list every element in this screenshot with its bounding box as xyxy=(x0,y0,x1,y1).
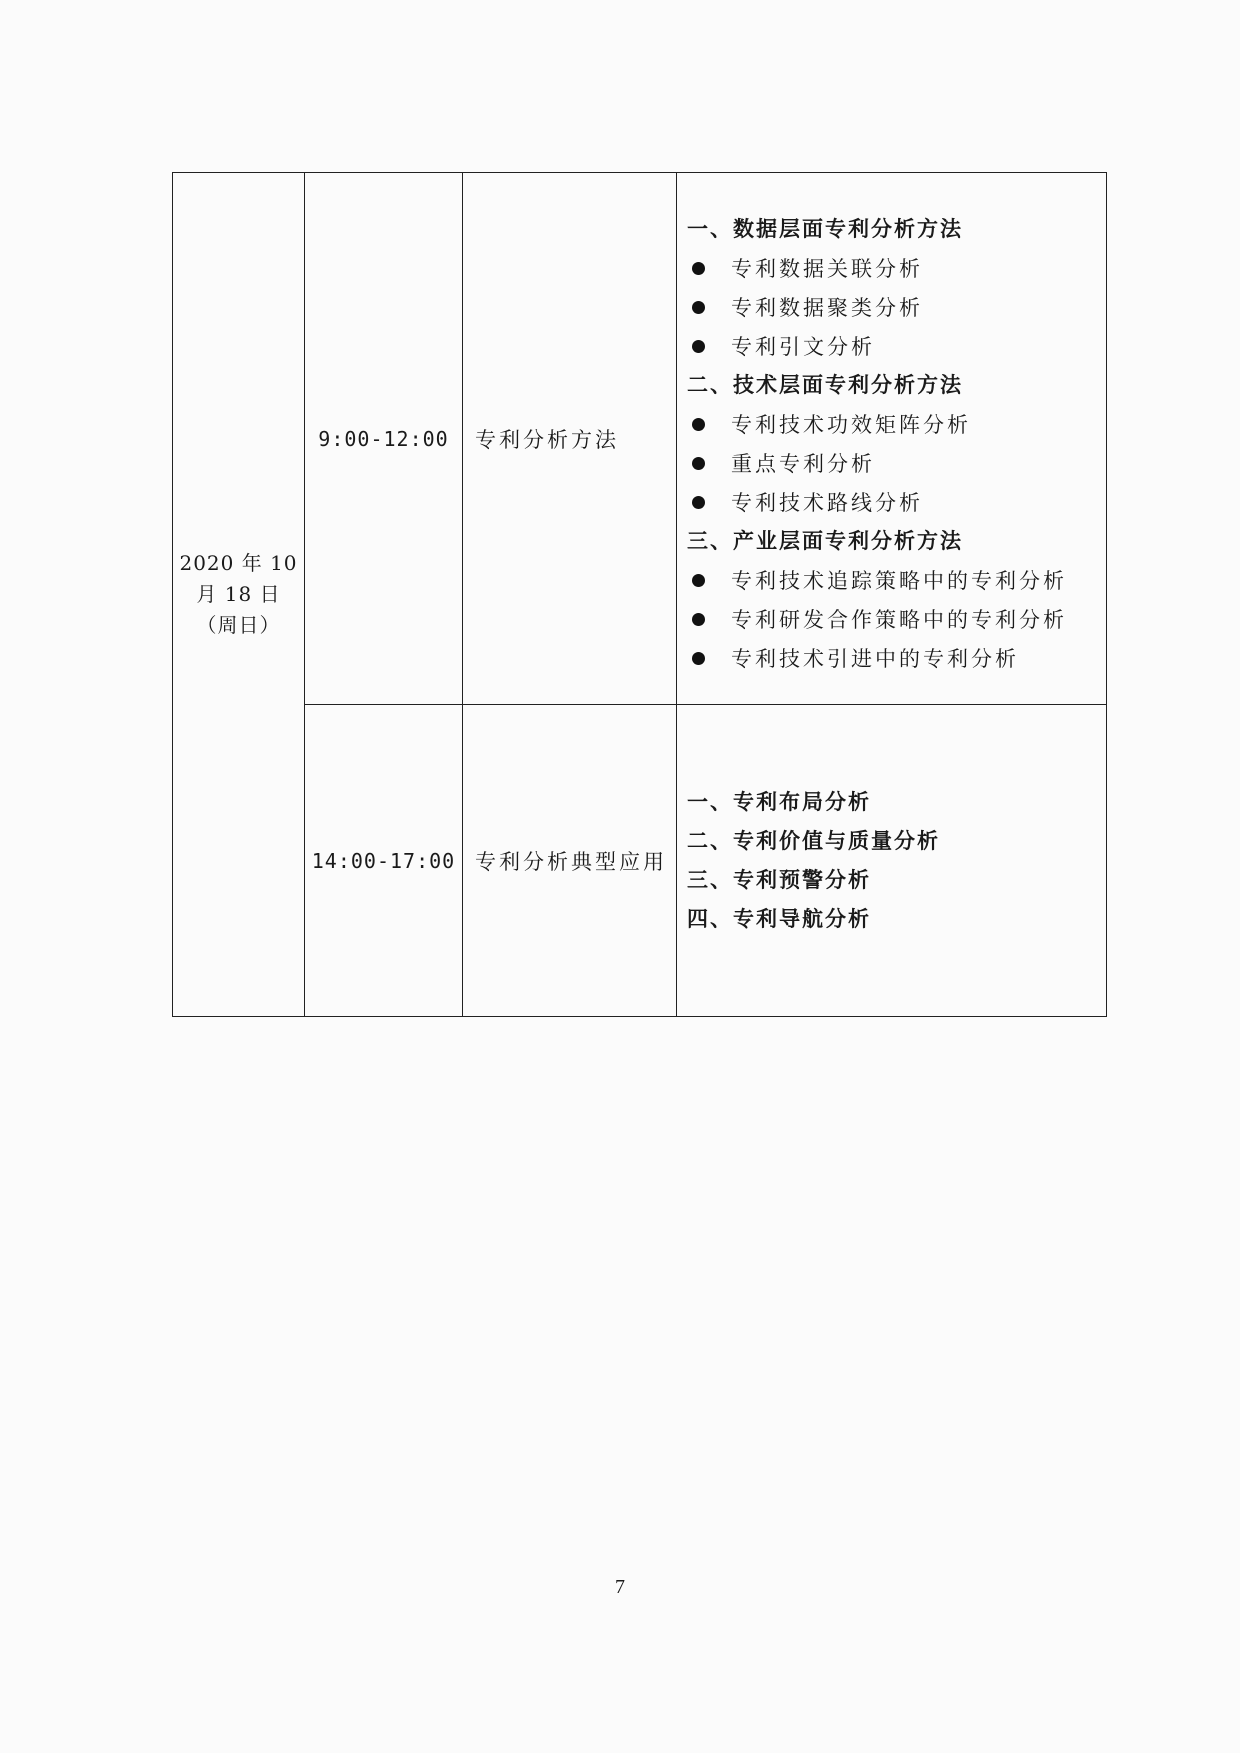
list-item xyxy=(687,600,1096,639)
list-item xyxy=(687,483,1096,522)
list-item xyxy=(687,405,1096,444)
bullet-dot-icon xyxy=(692,457,705,470)
page-number: 7 xyxy=(615,1576,625,1598)
session-row-afternoon xyxy=(173,705,1107,1017)
date-line-1: 2020 年 10 xyxy=(179,551,298,575)
section-heading: 四、专利导航分析 xyxy=(687,906,871,931)
content-cell-afternoon xyxy=(677,705,1107,1017)
section-heading: 二、专利价值与质量分析 xyxy=(687,828,940,853)
list-item xyxy=(687,444,1096,483)
bullet-dot-icon xyxy=(692,574,705,587)
list-item-label: 专利技术功效矩阵分析 xyxy=(731,413,971,437)
bullet-dot-icon xyxy=(692,613,705,626)
topic-cell-morning: 专利分析方法 xyxy=(463,173,677,705)
list-item xyxy=(687,639,1096,678)
date-cell xyxy=(173,173,305,1017)
section-heading: 二、技术层面专利分析方法 xyxy=(687,372,963,397)
list-item-label: 专利数据聚类分析 xyxy=(731,296,923,320)
list-item-label: 专利数据关联分析 xyxy=(731,257,923,281)
training-schedule-table xyxy=(172,172,1107,1017)
list-item-label: 专利技术追踪策略中的专利分析 xyxy=(731,569,1067,593)
section-heading: 一、数据层面专利分析方法 xyxy=(687,216,963,241)
list-item xyxy=(687,327,1096,366)
content-cell-morning xyxy=(677,173,1107,705)
bullet-dot-icon xyxy=(692,496,705,509)
bullet-dot-icon xyxy=(692,262,705,275)
list-item xyxy=(687,561,1096,600)
bullet-dot-icon xyxy=(692,652,705,665)
date-line-3: （周日） xyxy=(196,613,281,637)
section-heading: 一、专利布局分析 xyxy=(687,789,871,814)
session-row-morning xyxy=(173,173,1107,705)
bullet-dot-icon xyxy=(692,418,705,431)
list-item-label: 专利引文分析 xyxy=(731,335,875,359)
list-item xyxy=(687,249,1096,288)
section-heading: 三、专利预警分析 xyxy=(687,867,871,892)
topic-cell-afternoon: 专利分析典型应用 xyxy=(463,705,677,1017)
bullet-dot-icon xyxy=(692,301,705,314)
list-item-label: 重点专利分析 xyxy=(731,452,875,476)
section-heading: 三、产业层面专利分析方法 xyxy=(687,528,963,553)
time-cell-morning: 9:00-12:00 xyxy=(305,173,463,705)
list-item-label: 专利技术引进中的专利分析 xyxy=(731,647,1019,671)
list-item xyxy=(687,288,1096,327)
date-line-2: 月 18 日 xyxy=(196,582,281,606)
time-cell-afternoon: 14:00-17:00 xyxy=(305,705,463,1017)
list-item-label: 专利技术路线分析 xyxy=(731,491,923,515)
list-item-label: 专利研发合作策略中的专利分析 xyxy=(731,608,1067,632)
bullet-dot-icon xyxy=(692,340,705,353)
